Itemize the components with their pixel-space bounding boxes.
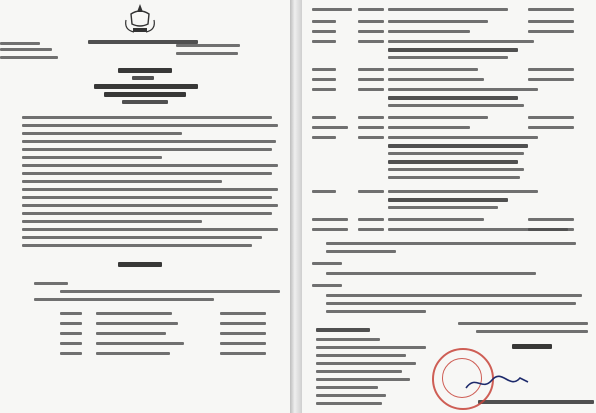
text-line-placeholder (312, 228, 348, 231)
text-line-placeholder (388, 144, 528, 148)
text-line-placeholder (388, 104, 524, 107)
text-line-placeholder (132, 76, 154, 80)
text-line-placeholder (388, 30, 470, 33)
royal-crest-icon (122, 2, 158, 36)
text-line-placeholder (358, 116, 384, 119)
text-line-placeholder (22, 204, 278, 207)
text-line-placeholder (22, 196, 272, 199)
page-gutter (290, 0, 302, 413)
text-line-placeholder (220, 342, 266, 345)
text-line-placeholder (388, 190, 538, 193)
text-line-placeholder (358, 68, 384, 71)
text-line-placeholder (388, 198, 508, 202)
text-line-placeholder (388, 152, 524, 155)
text-line-placeholder (326, 294, 582, 297)
text-line-placeholder (96, 342, 184, 345)
text-line-placeholder (316, 346, 426, 349)
text-line-placeholder (358, 228, 384, 231)
text-line-placeholder (388, 96, 518, 100)
text-line-placeholder (358, 30, 384, 33)
text-line-placeholder (312, 30, 336, 33)
text-line-placeholder (358, 190, 384, 193)
text-line-placeholder (316, 338, 380, 341)
text-line-placeholder (22, 220, 202, 223)
text-line-placeholder (358, 126, 384, 129)
text-line-placeholder (104, 92, 186, 97)
text-line-placeholder (528, 126, 574, 129)
text-line-placeholder (22, 132, 182, 135)
text-line-placeholder (312, 190, 336, 193)
text-line-placeholder (0, 48, 52, 51)
text-line-placeholder (34, 298, 214, 301)
text-line-placeholder (118, 68, 172, 73)
text-line-placeholder (60, 352, 82, 355)
text-line-placeholder (458, 322, 588, 325)
text-line-placeholder (312, 68, 336, 71)
text-line-placeholder (22, 180, 222, 183)
text-line-placeholder (312, 218, 348, 221)
text-line-placeholder (96, 312, 172, 315)
text-line-placeholder (388, 176, 520, 179)
text-line-placeholder (476, 330, 588, 333)
text-line-placeholder (22, 124, 278, 127)
text-line-placeholder (22, 244, 252, 247)
text-line-placeholder (312, 20, 336, 23)
text-line-placeholder (316, 386, 378, 389)
text-line-placeholder (312, 136, 336, 139)
text-line-placeholder (316, 370, 402, 373)
text-line-placeholder (312, 262, 342, 265)
text-line-placeholder (22, 236, 262, 239)
text-line-placeholder (220, 322, 266, 325)
text-line-placeholder (528, 218, 574, 221)
text-line-placeholder (220, 312, 266, 315)
text-line-placeholder (528, 8, 574, 11)
left-page (0, 0, 290, 413)
text-line-placeholder (0, 56, 58, 59)
text-line-placeholder (316, 328, 370, 332)
text-line-placeholder (94, 84, 198, 89)
text-line-placeholder (478, 400, 594, 404)
text-line-placeholder (388, 78, 484, 81)
text-line-placeholder (22, 172, 272, 175)
text-line-placeholder (512, 344, 552, 349)
text-line-placeholder (528, 78, 574, 81)
right-page (302, 0, 596, 413)
text-line-placeholder (22, 228, 278, 231)
text-line-placeholder (326, 310, 426, 313)
text-line-placeholder (388, 168, 524, 171)
text-line-placeholder (388, 40, 534, 43)
text-line-placeholder (388, 20, 488, 23)
text-line-placeholder (316, 362, 416, 365)
text-line-placeholder (388, 160, 518, 164)
text-line-placeholder (326, 250, 396, 253)
text-line-placeholder (358, 20, 384, 23)
text-line-placeholder (118, 262, 162, 267)
text-line-placeholder (22, 164, 278, 167)
text-line-placeholder (388, 48, 518, 52)
text-line-placeholder (22, 116, 272, 119)
text-line-placeholder (22, 212, 272, 215)
text-line-placeholder (220, 352, 266, 355)
text-line-placeholder (316, 402, 382, 405)
text-line-placeholder (388, 56, 508, 59)
text-line-placeholder (122, 100, 168, 104)
text-line-placeholder (326, 242, 576, 245)
text-line-placeholder (528, 228, 574, 231)
text-line-placeholder (22, 148, 272, 151)
text-line-placeholder (388, 68, 478, 71)
text-line-placeholder (312, 8, 352, 11)
text-line-placeholder (60, 322, 82, 325)
text-line-placeholder (388, 88, 538, 91)
text-line-placeholder (34, 282, 68, 285)
text-line-placeholder (220, 332, 266, 335)
text-line-placeholder (312, 284, 342, 287)
text-line-placeholder (22, 188, 278, 191)
text-line-placeholder (358, 40, 384, 43)
text-line-placeholder (316, 394, 386, 397)
text-line-placeholder (388, 126, 470, 129)
text-line-placeholder (388, 218, 484, 221)
text-line-placeholder (358, 78, 384, 81)
text-line-placeholder (60, 290, 280, 293)
text-line-placeholder (326, 302, 576, 305)
text-line-placeholder (388, 116, 488, 119)
text-line-placeholder (358, 8, 384, 11)
signature (462, 372, 532, 394)
text-line-placeholder (528, 20, 574, 23)
text-line-placeholder (96, 352, 170, 355)
text-line-placeholder (312, 126, 348, 129)
text-line-placeholder (22, 140, 276, 143)
text-line-placeholder (312, 40, 336, 43)
text-line-placeholder (316, 354, 406, 357)
text-line-placeholder (326, 272, 536, 275)
text-line-placeholder (528, 116, 574, 119)
text-line-placeholder (528, 68, 574, 71)
text-line-placeholder (312, 88, 336, 91)
text-line-placeholder (60, 332, 82, 335)
text-line-placeholder (312, 116, 336, 119)
text-line-placeholder (96, 322, 178, 325)
text-line-placeholder (358, 136, 384, 139)
text-line-placeholder (388, 206, 498, 209)
text-line-placeholder (388, 136, 538, 139)
text-line-placeholder (176, 44, 240, 47)
text-line-placeholder (316, 378, 410, 381)
text-line-placeholder (96, 332, 166, 335)
text-line-placeholder (358, 218, 384, 221)
text-line-placeholder (528, 30, 574, 33)
text-line-placeholder (358, 88, 384, 91)
text-line-placeholder (60, 342, 82, 345)
text-line-placeholder (22, 156, 162, 159)
text-line-placeholder (60, 312, 82, 315)
text-line-placeholder (388, 8, 508, 11)
text-line-placeholder (312, 78, 336, 81)
text-line-placeholder (176, 52, 238, 55)
text-line-placeholder (0, 42, 40, 45)
